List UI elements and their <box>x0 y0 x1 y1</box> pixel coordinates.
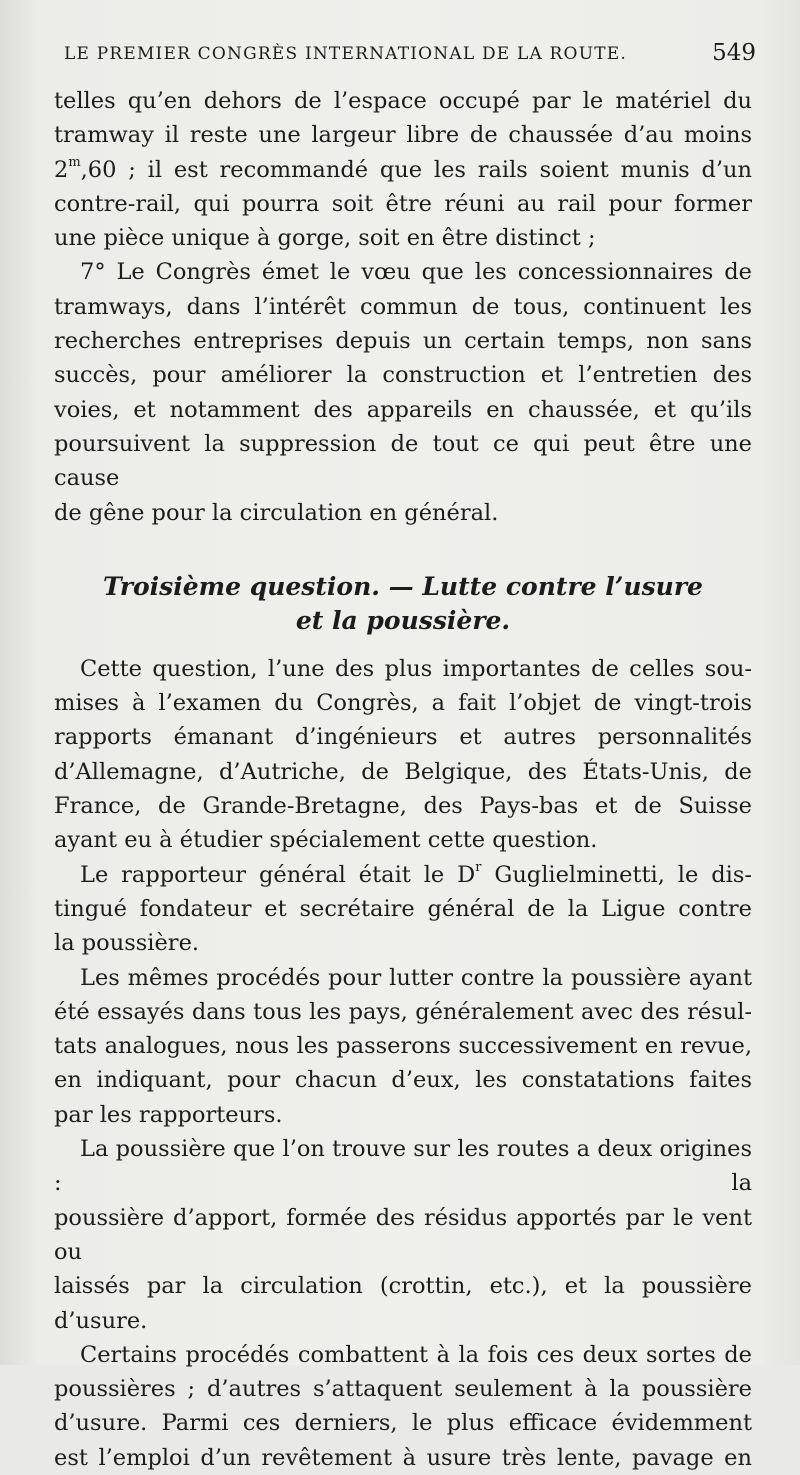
text-line: Cette question, l’une des plus importantes de celles sou- <box>80 655 752 682</box>
section-title-line: et la poussière. <box>295 605 511 635</box>
running-head: LE PREMIER CONGRÈS INTERNATIONAL DE LA ROUTE. <box>64 44 627 64</box>
page-number: 549 <box>712 40 756 66</box>
text-line: d’Allemagne, d’Autriche, de Belgique, des États-Unis, de <box>54 758 752 785</box>
text-line: d’usure. Parmi ces derniers, le plus efficace évidemment <box>54 1410 752 1437</box>
body-text <box>54 84 752 1475</box>
text-line: tats analogues, nous les passerons successivement en revue, <box>54 1033 752 1060</box>
text-line: France, de Grande-Bretagne, des Pays-bas et de Suisse <box>54 793 752 820</box>
text-line: succès, pour améliorer la construction et l’entretien des <box>54 362 752 389</box>
text-line: 7° Le Congrès émet le vœu que les concessionnaires de <box>80 259 752 286</box>
text-line: tramway il reste une largeur libre de chaussée d’au moins <box>54 122 752 149</box>
text-line: en indiquant, pour chacun d’eux, les constatations faites <box>54 1067 752 1094</box>
text-line: Les mêmes procédés pour lutter contre la poussière ayant <box>80 964 752 991</box>
text-line: de gêne pour la circulation en général. <box>54 499 499 526</box>
text-line: mises à l’examen du Congrès, a fait l’objet de vingt-trois <box>54 690 752 717</box>
text-line: poussières ; d’autres s’attaquent seulement à la poussière <box>54 1376 752 1403</box>
text-line: une pièce unique à gorge, soit en être distinct ; <box>54 225 596 252</box>
text-line: recherches entreprises depuis un certain temps, non sans <box>54 328 752 355</box>
section-title-line: Troisième question. — Lutte contre l’usure <box>103 571 703 601</box>
text-line: La poussière que l’on trouve sur les routes a deux origines : la <box>54 1136 752 1197</box>
unit-superscript: m <box>68 155 81 171</box>
text-fragment: ,60 ; il est recommandé que les rails soient munis d’un <box>80 156 752 183</box>
text-fragment: Le rapporteur général était le D <box>80 861 476 888</box>
text-line: été essayés dans tous les pays, généralement avec des résul- <box>54 998 752 1025</box>
text-fragment: Guglielminetti, le dis- <box>481 861 752 888</box>
text-line: voies, et notamment des appareils en chaussée, et qu’ils <box>54 396 752 423</box>
text-line: poussière d’apport, formée des résidus apportés par le vent ou <box>54 1204 752 1265</box>
text-line <box>54 153 752 187</box>
text-line: telles qu’en dehors de l’espace occupé par le matériel du <box>54 88 752 114</box>
text-line: la poussière. <box>54 930 200 957</box>
text-line: tramways, dans l’intérêt commun de tous, continuent les <box>54 293 752 320</box>
text-line: ayant eu à étudier spécialement cette question. <box>54 827 598 854</box>
text-line <box>54 858 752 892</box>
measure-value: 2 <box>54 156 69 183</box>
text-line: Certains procédés combattent à la fois ces deux sortes de <box>80 1341 752 1368</box>
text-line: contre-rail, qui pourra soit être réuni au rail pour former <box>54 190 752 217</box>
text-line: par les rapporteurs. <box>54 1101 283 1128</box>
text-line: est l’emploi d’un revêtement à usure très lente, pavage en <box>54 1444 752 1471</box>
text-line: tingué fondateur et secrétaire général de la Ligue contre <box>54 895 752 922</box>
text-line: rapports émanant d’ingénieurs et autres personnalités <box>54 724 752 751</box>
text-line: poursuivent la suppression de tout ce qui peut être une cause <box>54 430 752 492</box>
text-line: laissés par la circulation (crottin, etc.), et la poussière d’usure. <box>54 1273 752 1334</box>
page-header <box>64 40 756 76</box>
section-title <box>54 570 752 638</box>
title-superscript: r <box>475 860 482 876</box>
